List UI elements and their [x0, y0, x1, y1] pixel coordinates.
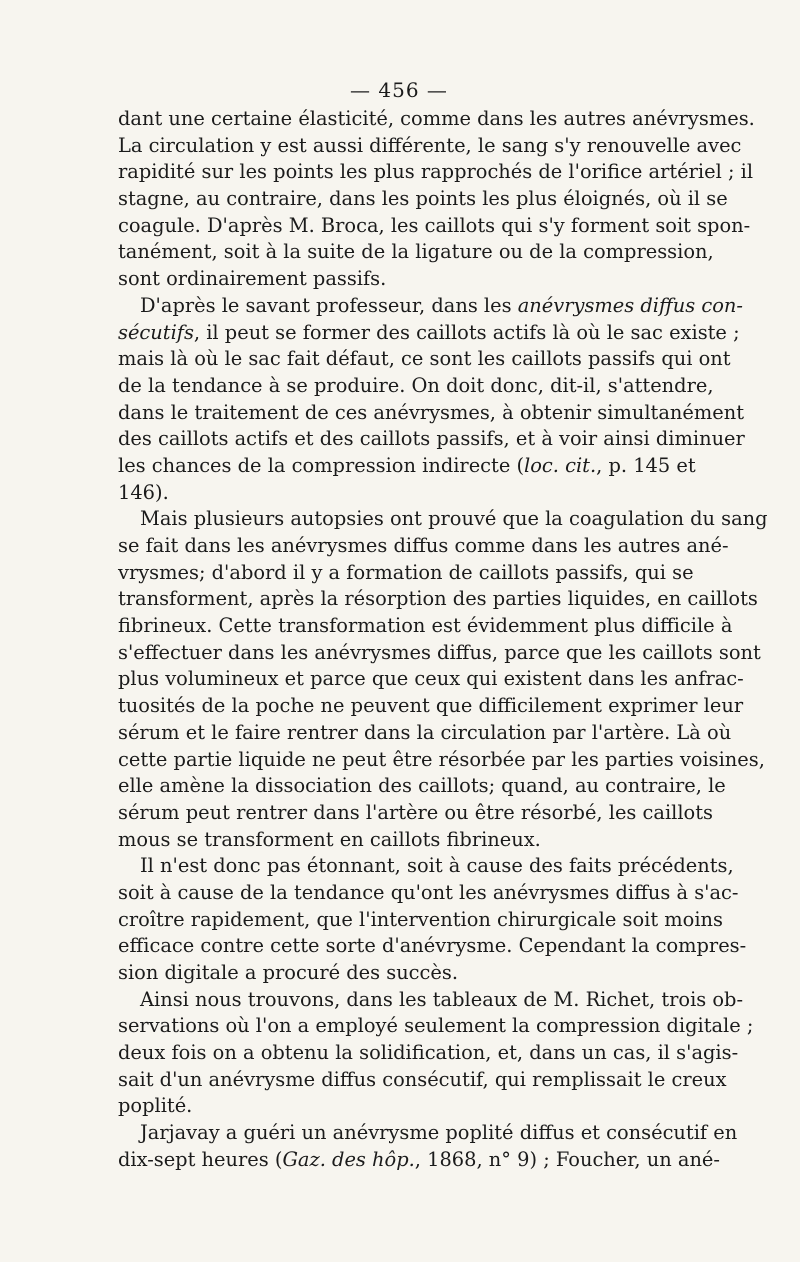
text-line: 146). — [118, 480, 169, 504]
text-line: poplité. — [118, 1094, 193, 1118]
text-line: Il n'est donc pas étonnant, soit à cause des faits précédents, — [140, 854, 734, 878]
text-line: se fait dans les anévrysmes diffus comme dans les autres ané- — [118, 534, 729, 557]
text-line: Mais plusieurs autopsies ont prouvé que la coagulation du sang — [140, 507, 768, 531]
text-line: fibrineux. Cette transformation est évidemment plus difficile à — [118, 614, 733, 638]
text-line: elle amène la dissociation des caillots; quand, au contraire, le — [118, 774, 726, 798]
text-line: tanément, soit à la suite de la ligature ou de la compression, — [118, 240, 714, 264]
text-line: efficace contre cette sorte d'anévrysme. Cependant la compres- — [118, 934, 747, 958]
text-line — [118, 293, 743, 320]
body-text — [118, 106, 768, 1174]
text-line: de la tendance à se produire. On doit donc, dit-il, s'attendre, — [118, 373, 714, 397]
text-line: La circulation y est aussi différente, le sang s'y renouvelle avec — [118, 133, 742, 157]
text-segment: , il peut se former des caillots actifs là où le sac existe ; — [193, 320, 740, 344]
text-line: coagule. D'après M. Broca, les caillots qui s'y forment soit spon- — [118, 213, 751, 237]
text-line — [118, 1147, 720, 1174]
text-line: plus volumineux et parce que ceux qui existent dans les anfrac- — [118, 667, 744, 691]
text-line — [118, 453, 696, 480]
text-line: sion digitale a procuré des succès. — [118, 961, 458, 984]
text-line: des caillots actifs et des caillots passifs, et à voir ainsi diminuer — [118, 427, 745, 451]
text-segment: dix-sept heures ( — [118, 1147, 283, 1171]
text-line: Ainsi nous trouvons, dans les tableaux de M. Richet, trois ob- — [140, 987, 744, 1011]
text-line: mais là où le sac fait défaut, ce sont les caillots passifs qui ont — [118, 347, 731, 371]
text-line: cette partie liquide ne peut être résorbée par les parties voisines, — [118, 747, 765, 771]
text-line: croître rapidement, que l'intervention chirurgicale soit moins — [118, 907, 723, 931]
text-segment: les chances de la compression indirecte ( — [118, 453, 525, 477]
text-line: deux fois on a obtenu la solidification, et, dans un cas, il s'agis- — [118, 1041, 739, 1065]
text-line: servations où l'on a employé seulement la compression digitale ; — [118, 1014, 754, 1038]
text-line: vrysmes; d'abord il y a formation de caillots passifs, qui se — [118, 560, 694, 584]
text-line: dans le traitement de ces anévrysmes, à obtenir simultanément — [118, 400, 745, 424]
text-line: sait d'un anévrysme diffus consécutif, qui remplissait le creux — [118, 1067, 727, 1091]
text-segment: , 1868, n° 9) ; Foucher, un ané- — [414, 1147, 720, 1171]
page-number: — 456 — — [350, 78, 448, 102]
text-line: mous se transforment en caillots fibrineux. — [118, 827, 541, 851]
citation: loc. cit. — [524, 453, 597, 477]
italic-term: sécutifs — [118, 320, 194, 344]
text-line: stagne, au contraire, dans les points les plus éloignés, où il se — [118, 187, 728, 211]
text-line: sérum et le faire rentrer dans la circulation par l'artère. Là où — [118, 720, 732, 744]
book-page — [118, 76, 768, 1174]
text-segment: D'après le savant professeur, dans les — [140, 293, 512, 317]
citation: Gaz. des hôp. — [282, 1147, 415, 1171]
text-line: rapidité sur les points les plus rapprochés de l'orifice artériel ; il — [118, 160, 754, 184]
text-line: s'effectuer dans les anévrysmes diffus, parce que les caillots sont — [118, 640, 761, 664]
text-line: sérum peut rentrer dans l'artère ou être résorbé, les caillots — [118, 800, 713, 824]
text-line: soit à cause de la tendance qu'ont les anévrysmes diffus à s'ac- — [118, 880, 739, 904]
text-line: sont ordinairement passifs. — [118, 267, 387, 291]
text-line: dant une certaine élasticité, comme dans les autres anévrysmes. — [118, 107, 755, 130]
text-line: tuosités de la poche ne peuvent que difficilement exprimer leur — [118, 694, 744, 718]
text-segment: , p. 145 et — [596, 453, 696, 477]
text-line — [118, 320, 740, 347]
text-line: Jarjavay a guéri un anévrysme poplité diffus et consécutif en — [140, 1121, 738, 1145]
text-line: transforment, après la résorption des parties liquides, en caillots — [118, 587, 758, 611]
italic-term: anévrysmes diffus con- — [517, 293, 743, 317]
